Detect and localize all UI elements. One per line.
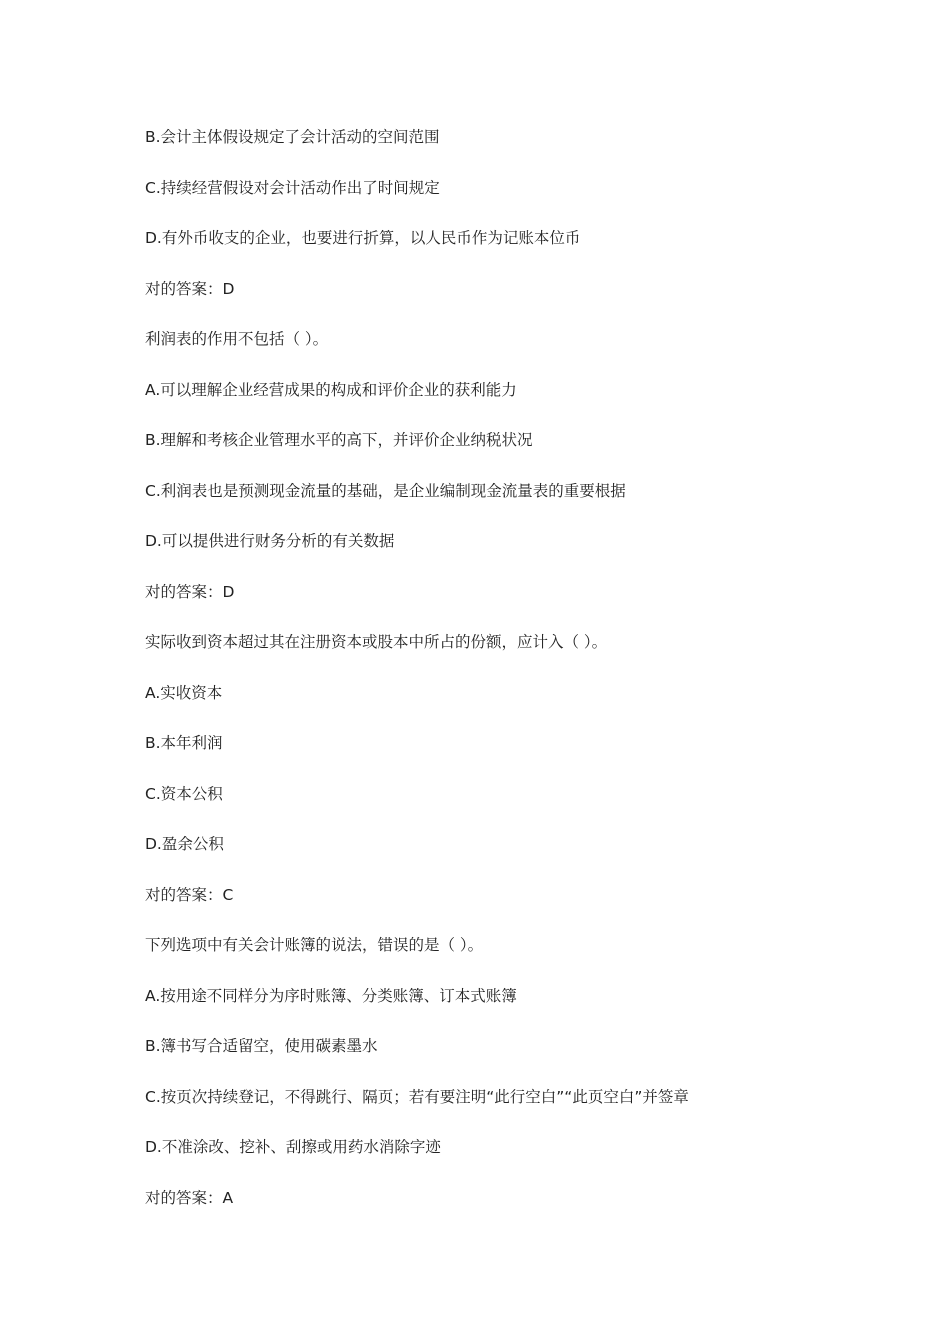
correct-answer: 对的答案：D: [145, 279, 235, 298]
option-c-text: C.利润表也是预测现金流量的基础，是企业编制现金流量表的重要根据: [145, 481, 626, 500]
option-c-text: C.按页次持续登记，不得跳行、隔页；若有要注明“此行空白”“此页空白”并签章: [145, 1087, 689, 1106]
option-d-text: D.有外币收支的企业，也要进行折算，以人民币作为记账本位币: [145, 229, 581, 247]
correct-answer: 对的答案：C: [145, 885, 234, 904]
option-a-text: A.实收资本: [145, 683, 223, 702]
question-text: 实际收到资本超过其在注册资本或股本中所占的份额，应计入（ ）。: [145, 633, 608, 651]
option-d-text: D.可以提供进行财务分析的有关数据: [145, 532, 395, 550]
correct-answer: 对的答案：D: [145, 582, 235, 601]
option-b-text: B.理解和考核企业管理水平的高下，并评价企业纳税状况: [145, 431, 533, 449]
option-d-text: D.盈余公积: [145, 835, 224, 853]
question-text-block: [145, 126, 905, 1237]
option-b-text: B.簿书写合适留空，使用碳素墨水: [145, 1037, 378, 1055]
question-text: 下列选项中有关会计账簿的说法，错误的是（ ）。: [145, 936, 484, 954]
option-c-text: C.持续经营假设对会计活动作出了时间规定: [145, 178, 440, 197]
option-b-text: B.本年利润: [145, 734, 223, 752]
question-text: 利润表的作用不包括（ ）。: [145, 330, 329, 348]
option-c-text: C.资本公积: [145, 784, 223, 803]
option-d-text: D.不准涂改、挖补、刮擦或用药水消除字迹: [145, 1138, 441, 1156]
option-a-text: A.可以理解企业经营成果的构成和评价企业的获利能力: [145, 380, 517, 399]
option-a-text: A.按用途不同样分为序时账簿、分类账簿、订本式账簿: [145, 986, 517, 1005]
correct-answer: 对的答案：A: [145, 1188, 234, 1207]
option-b-text: B.会计主体假设规定了会计活动的空间范围: [145, 128, 440, 146]
